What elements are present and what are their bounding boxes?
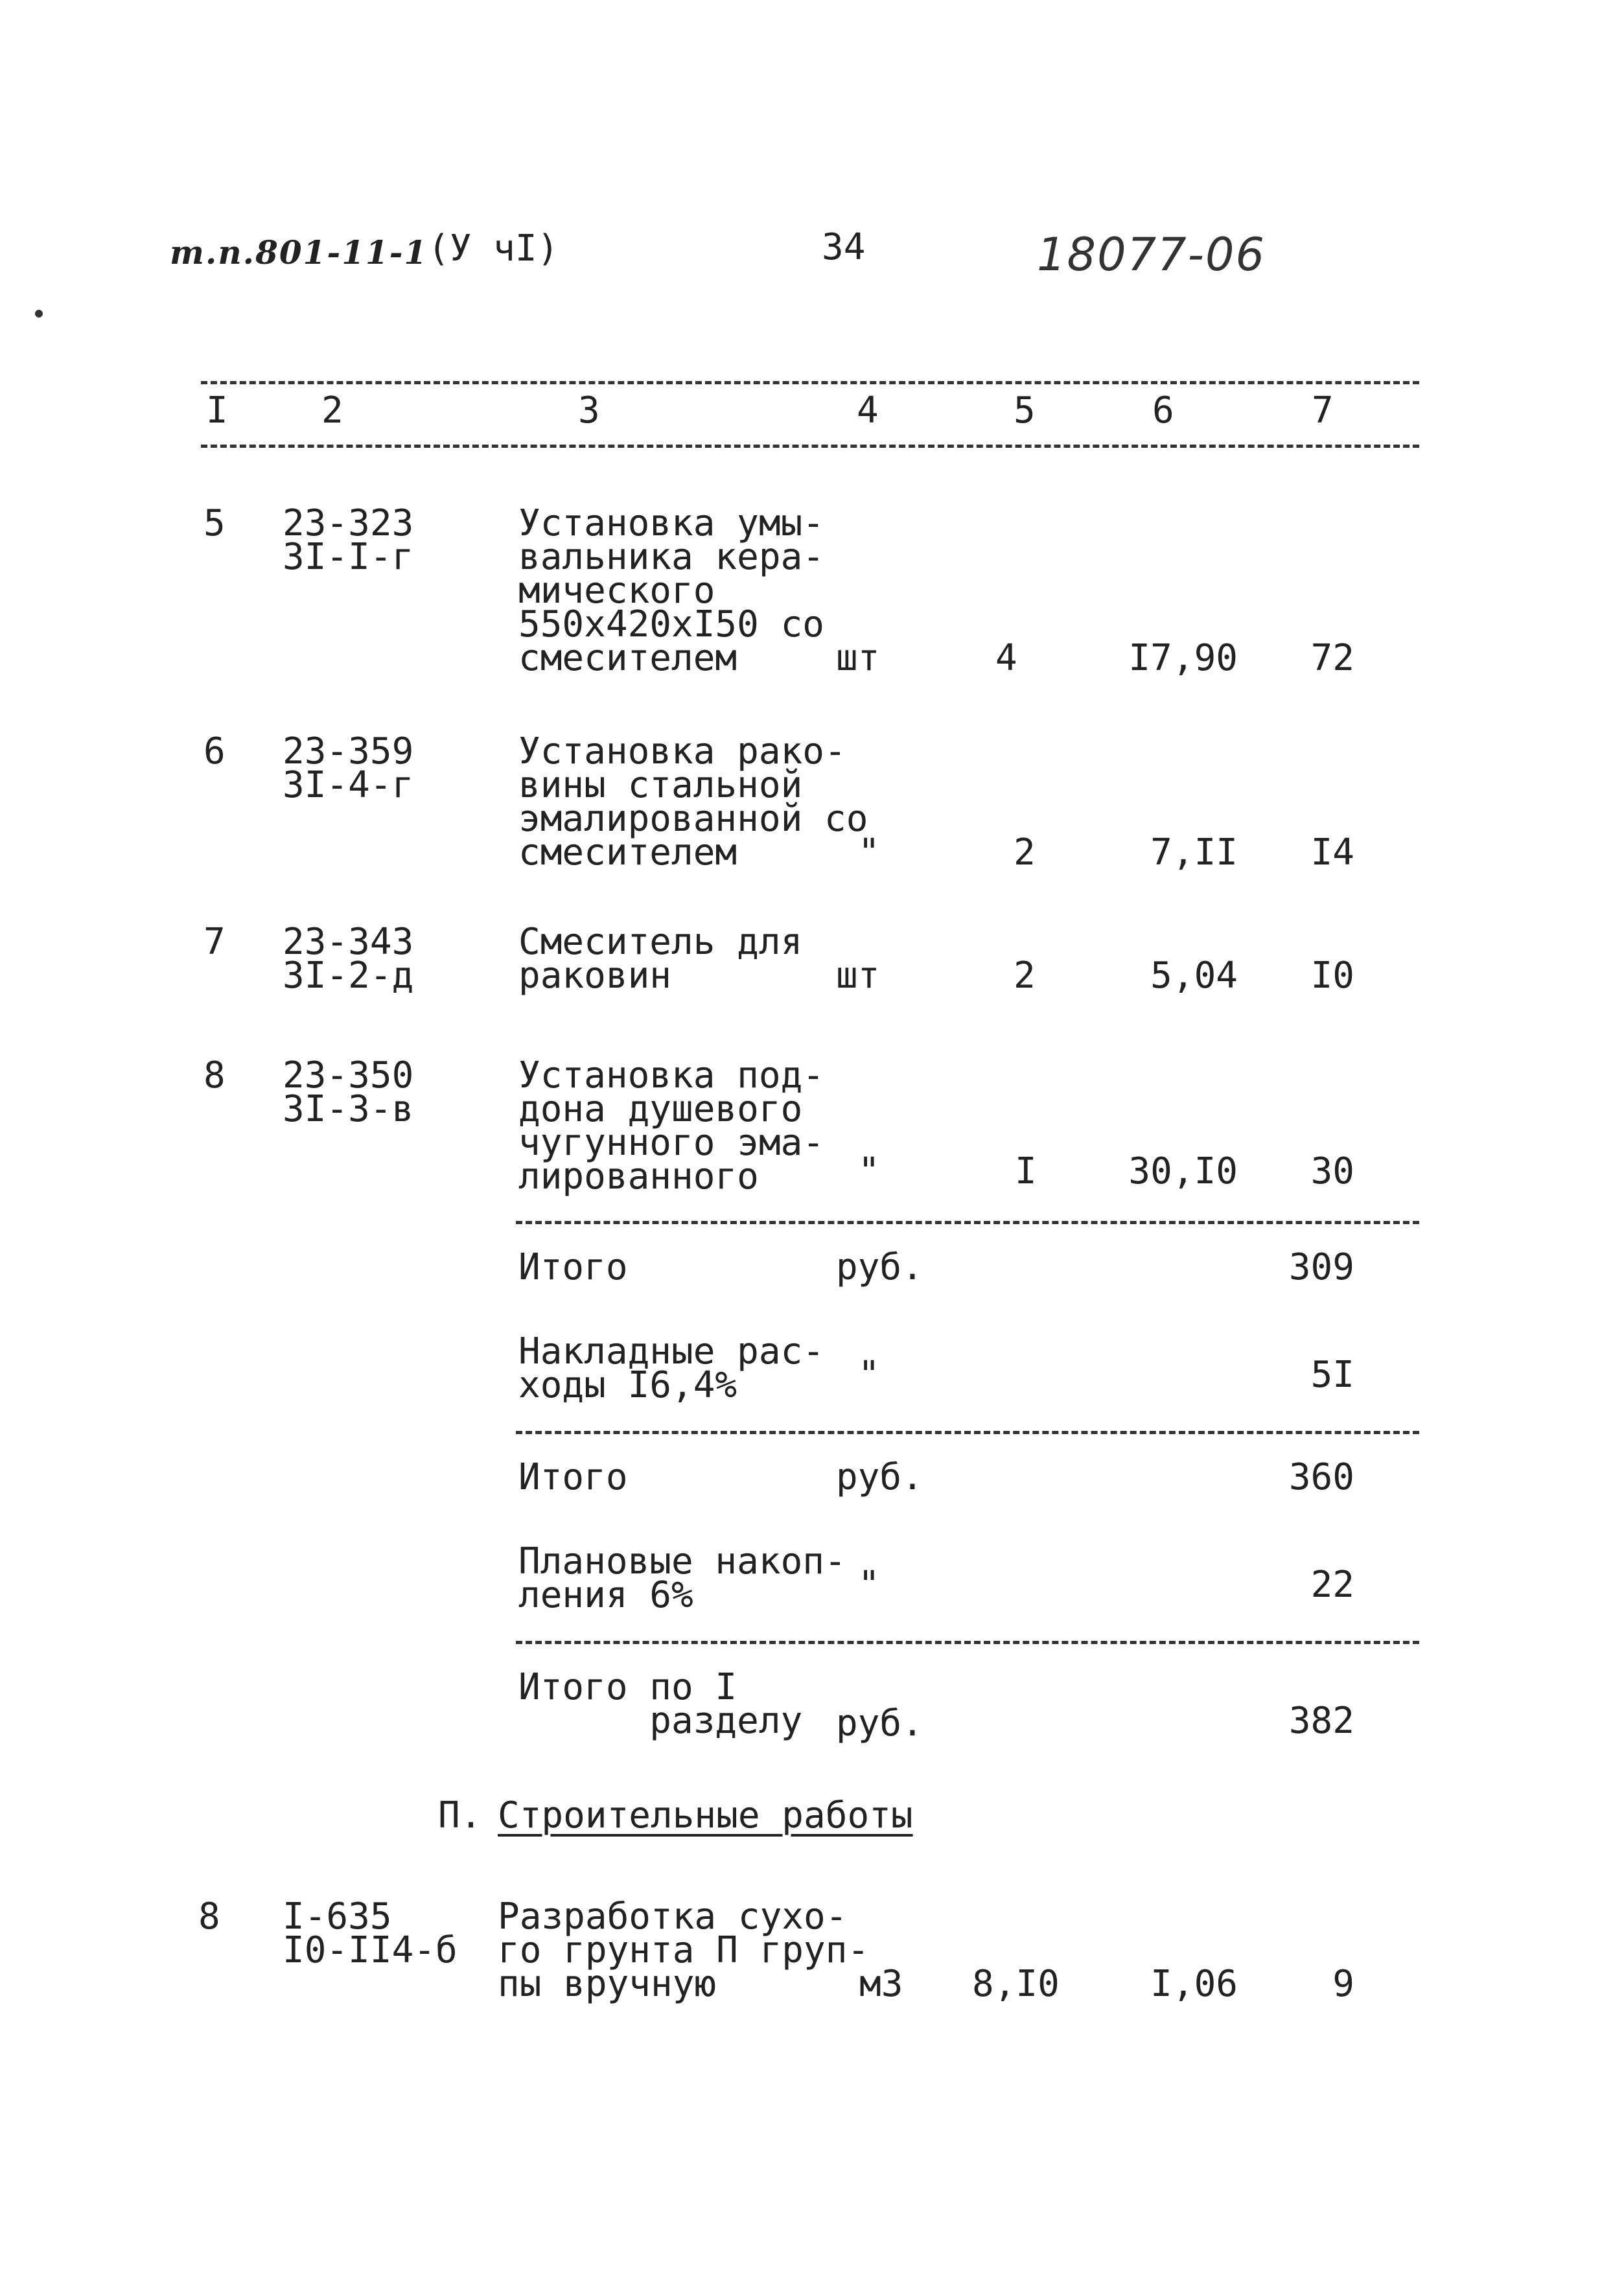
summary-label: Накладные рас- ходы I6,4% (518, 1330, 825, 1406)
volume-label: (У чI) (428, 227, 559, 270)
summary-total: 360 (1288, 1456, 1354, 1498)
row-price: 7,II (1150, 831, 1238, 874)
row-code: 23-359 3I-4-г (283, 730, 414, 806)
subtotal-rule (516, 1431, 1419, 1434)
row-code: 23-350 3I-3-в (283, 1054, 414, 1130)
page-number: 34 (822, 226, 866, 268)
col-header-7: 7 (1312, 389, 1334, 432)
row-description: Смеситель для раковин (518, 921, 803, 997)
row-price: I,06 (1150, 1963, 1238, 2005)
subtotal-rule (516, 1221, 1419, 1224)
row-total: 72 (1310, 637, 1354, 679)
summary-label: Плановые накоп- ления 6% (518, 1540, 846, 1616)
col-header-4: 4 (857, 389, 879, 432)
row-code: I-635 I0-II4-б (283, 1896, 458, 1971)
project-code: т.п.801-11-1 (170, 233, 428, 272)
row-quantity: I (1015, 1150, 1037, 1192)
summary-label: Итого (518, 1246, 628, 1288)
row-price: 30,I0 (1128, 1150, 1238, 1192)
row-price: 5,04 (1150, 955, 1238, 997)
row-description: Установка под- дона душевого чугунного эма- лированного (518, 1054, 825, 1198)
row-quantity: 8,I0 (972, 1963, 1060, 2005)
row-total: 30 (1310, 1150, 1354, 1192)
row-unit: шт (836, 637, 880, 679)
col-header-1: I (206, 389, 228, 432)
row-number: 5 (203, 502, 226, 544)
row-number: 7 (203, 921, 226, 963)
row-number: 6 (203, 730, 226, 772)
summary-total: 309 (1288, 1246, 1354, 1288)
section-number: П. (438, 1794, 482, 1837)
summary-unit: " (858, 1564, 880, 1606)
row-unit: " (858, 831, 880, 874)
row-quantity: 2 (1014, 955, 1036, 997)
row-description: Разработка сухо- го грунта П груп- пы вручную (498, 1896, 870, 2005)
section-title: Строительные работы (498, 1794, 913, 1837)
header-top-rule (201, 381, 1419, 384)
summary-total: 5I (1310, 1354, 1354, 1396)
document-number: 18077-06 (1037, 228, 1266, 281)
summary-unit: руб. (836, 1246, 923, 1288)
row-total: 9 (1332, 1963, 1354, 2005)
row-total: I4 (1310, 831, 1354, 874)
col-header-3: 3 (578, 389, 600, 432)
row-code: 23-343 3I-2-д (283, 921, 414, 997)
row-quantity: 2 (1014, 831, 1036, 874)
row-total: I0 (1310, 955, 1354, 997)
row-unit: м3 (859, 1963, 903, 2005)
subtotal-rule (516, 1641, 1419, 1644)
summary-total: 382 (1288, 1700, 1354, 1742)
summary-unit: руб. (836, 1702, 923, 1745)
row-quantity: 4 (995, 637, 1017, 679)
summary-label: Итого по I разделу (518, 1666, 803, 1742)
speck-mark (35, 310, 43, 318)
col-header-2: 2 (321, 389, 343, 432)
row-unit: шт (836, 955, 880, 997)
row-price: I7,90 (1128, 637, 1238, 679)
summary-label: Итого (518, 1456, 628, 1498)
row-description: Установка рако- вины стальной эмалированной со смесителем (518, 730, 868, 874)
col-header-6: 6 (1152, 389, 1174, 432)
summary-unit: руб. (836, 1456, 923, 1498)
row-number: 8 (203, 1054, 226, 1096)
summary-total: 22 (1310, 1564, 1354, 1606)
header-bottom-rule (201, 445, 1419, 448)
summary-unit: " (858, 1354, 880, 1396)
row-unit: " (858, 1150, 880, 1192)
row-number: 8 (198, 1896, 220, 1938)
row-code: 23-323 3I-I-г (283, 502, 414, 578)
col-header-5: 5 (1014, 389, 1036, 432)
row-description: Установка умы- вальника кера- мического 550х420хI50 со смесителем (518, 502, 825, 679)
